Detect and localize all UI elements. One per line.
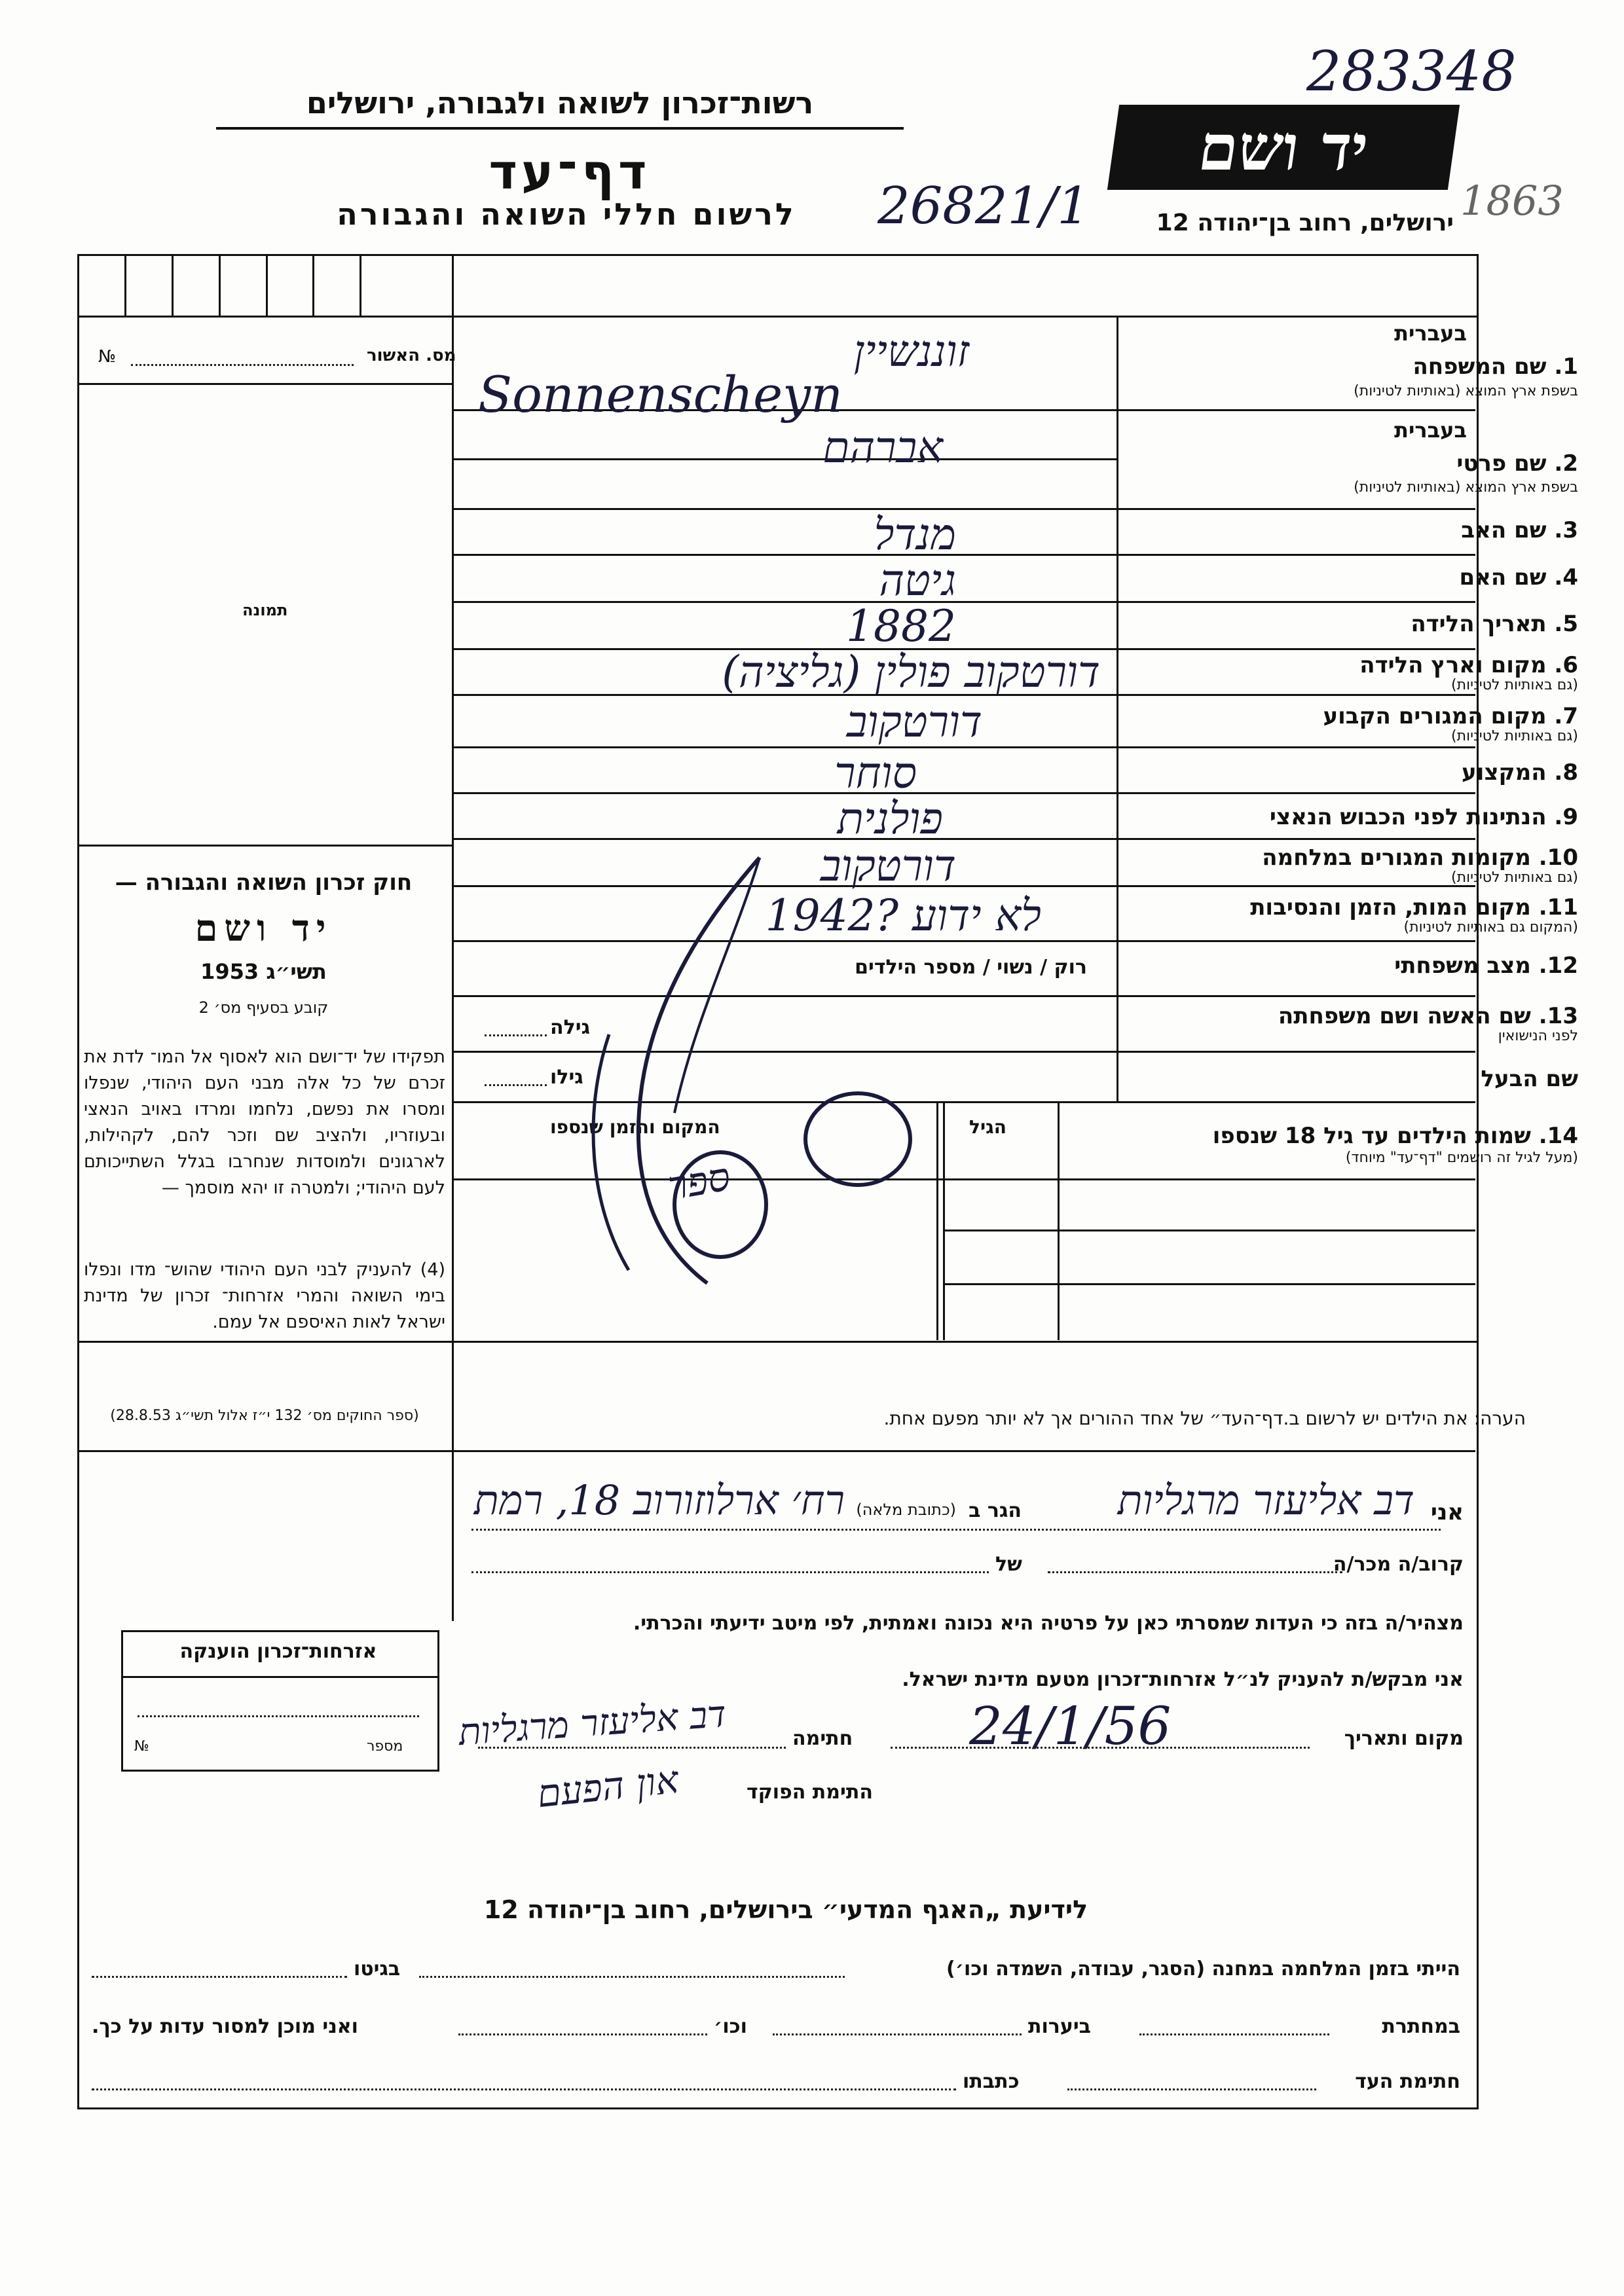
field9-value: פולנית [837,793,943,844]
resides-label: הגר ב [969,1499,1022,1522]
law-section: קובע בסעיף מס׳ 2 [198,998,329,1017]
field7-label: 7. מקום המגורים הקבוע [1323,703,1578,729]
field10-label: 10. מקומות המגורים במלחמה [1262,845,1578,871]
declarant-address: רח׳ ארלוזורוב 18, רמת [473,1476,845,1524]
citizenship-divider [121,1676,437,1678]
husband-label: שם הבעל [1481,1066,1578,1092]
approval-label: מס. האשור [367,346,456,365]
yad-vashem-logo: יד ושם [1107,105,1460,190]
i-label: אני [1430,1499,1464,1525]
citizenship-title: אזרחות־זכרון הוענקה [179,1640,377,1663]
field12-label: 12. מצב משפחתי [1394,953,1578,979]
approval-no: № [98,347,117,367]
place-date-label: מקום ותאריך [1344,1727,1464,1750]
remark-line-left [77,1450,452,1452]
signature-hw: דב אליעזר מרגליות [457,1692,728,1755]
field13-sub: לפני הנישואין [1498,1028,1578,1044]
field6-value: דורטקוב פולין (גליציה) [722,647,1100,697]
footer-ghetto: בגיטו [354,1958,401,1980]
field10-sub: (גם באותיות לטיניות) [1451,869,1578,886]
remark-line [452,1450,1475,1452]
label-column-divider [1116,316,1118,1101]
row-line [452,508,1475,510]
address: ירושלים, רחוב בן־יהודה 12 [1156,210,1454,236]
children-bottom-line [77,1341,1477,1343]
footer-address: כתבתו [963,2070,1020,2093]
footer-etc: וכו׳ [714,2015,747,2038]
children-sub: (מעל לגיל זה רושמים "דף־עד" מיוחד) [1345,1150,1578,1166]
header-number-top [1306,39,1517,103]
law-year: תשי״ג 1953 [200,959,327,984]
row-line [452,792,1475,794]
footer-underground: במחתרת [1382,2015,1460,2038]
relation-line [1048,1571,1342,1573]
field7-sub: (גם באותיות לטיניות) [1451,728,1578,744]
relation-label: קרוב/ה מכר/ה [1333,1553,1464,1576]
field1-value-latin: Sonnenscheyn [478,365,843,424]
address-note: (כתובת מלאה) [856,1501,956,1519]
law-title: חוק זכרון השואה והגבורה — [115,869,413,896]
law-source: (ספר החוקים מס׳ 132 י״ז אלול תשי״ג 28.8.53) [110,1408,419,1424]
field9-label: 9. הנתינות לפני הכבוש הנאצי [1269,804,1578,830]
footer-forests: ביערות [1028,2015,1091,2038]
row-line [452,601,1475,603]
footer-camp: הייתי בזמן המלחמה במחנה (הסגר, עבודה, השמדה וכו׳) [946,1958,1460,1980]
field1-note: בעברית [1394,321,1467,346]
signature-label: חתימה [792,1727,853,1750]
field2-note: בעברית [1394,418,1467,443]
approval-divider [77,383,452,385]
strike-annotation [458,838,1113,1336]
footer-testify: ואני מוכן למסור עדות על כך. [92,2015,358,2038]
law-name: יד ושם [194,907,333,950]
children-label: 14. שמות הילדים עד גיל 18 שנספו [1212,1123,1578,1149]
field8-label: 8. המקצוע [1462,759,1578,786]
of-label: של [995,1553,1022,1576]
law-clause-4: (4) להעניק לבני העם היהודי שהוש־ מדו ונפלו בימי השואה והמרי אזרחות־ זכרון של מדינת ישראל לאות האיספם אל עמם. [84,1260,445,1332]
wife-age-label: גילה [550,1016,590,1039]
field7-value: דורטקוב [846,697,982,747]
circle-mark [805,1093,910,1185]
field5-label: 5. תאריך הלידה [1411,611,1578,637]
photo-label: תמונה [242,601,288,619]
of-line [471,1571,989,1573]
field4-label: 4. שם האם [1459,564,1578,591]
field1-value-he: זוננשיין [853,326,969,376]
footer-ghetto-line [92,1976,347,1978]
declarant-name: דב אליעזר מרגליות [1117,1476,1414,1524]
footer-title: לידיעת „האגף המדעי״ בירושלים, רחוב בן־יהודה 12 [483,1895,1088,1924]
field8-value: סוחר [834,748,917,798]
field4-value: גיטה [879,555,956,606]
children-col-age: הגיל [969,1116,1006,1138]
top-row-line [77,316,1477,318]
office-boxes [77,254,452,316]
field2-sub: בשפת ארץ המוצא (באותיות לטיניות) [1354,479,1578,496]
request-text: אני מבקש/ת להעניק לנ״ל אזרחות־זכרון מטעם מדינת ישראל. [902,1668,1464,1691]
field5-value: 1882 [846,601,956,651]
citizenship-no: № [134,1738,149,1755]
footer-camp-line [419,1976,845,1978]
circle-annotation: ספר [664,1154,734,1210]
citizenship-number-label: מספר [367,1738,403,1755]
law-clause: תפקידו של יד־ושם הוא לאסוף אל המו־ לדת את זכרם של כל אלה מבני העם היהודי, שנפלו ומסרו את נפשם, נלחמו ומרדו באויב הנאצי ובעוזריו, ולהציב שם וזכר להם, לקהילות, לארגונים ולמוסדות שנחרבו בגלל השתייכותם לעם היהודי; ולמטרה זו יהא מוסמך — [84,1047,445,1198]
declare-text: מצהיר/ה בזה כי העדות שמסרתי כאן על פרטיה היא נכונה ואמתית, לפי מיטב ידיעתי והכרתי. [633,1612,1464,1635]
form-subtitle: לרשום חללי השואה והגבורה [337,196,796,232]
field2-value-he: אברהם [822,422,943,473]
footer-address-line [92,2088,956,2090]
officer-label: התימת הפוקד [747,1781,873,1804]
stamp-number: 1863 [1460,177,1564,225]
photo-divider [77,845,452,847]
field12-options: רוק / נשוי / מספר הילדים [855,956,1087,979]
field1-label: 1. שם המשפחה [1412,354,1578,380]
authority-title: רשות־זכרון לשואה ולגבורה, ירושלים [216,85,904,130]
handwritten-number: 283348 [1306,39,1517,103]
footer-witness-line [1067,2088,1316,2090]
field11-value: לא ידוע ?1942 [765,890,1041,941]
field6-label: 6. מקום וארץ הלידה [1359,652,1578,678]
field6-sub: (גם באותיות לטיניות) [1451,677,1578,693]
field1-sub: בשפת ארץ המוצא (באותיות לטיניות) [1354,383,1578,399]
field3-label: 3. שם האב [1461,517,1578,543]
approval-line [131,364,354,366]
children-col-place: המקום והזמן שנספו [550,1116,720,1138]
footer-underground-line [1139,2033,1329,2035]
row-line [452,458,1116,460]
date-hw: 24/1/56 [969,1696,1172,1757]
form-title: דף־עד [489,144,651,200]
handwritten-ref: 26821/1 [877,177,1090,236]
field11-label: 11. מקום המות, הזמן והנסיבות [1250,894,1578,920]
officer-signature: און הפעם [535,1757,681,1817]
declarant-line [471,1529,1441,1531]
remark: הערה: את הילדים יש לרשום ב.דף־העד״ של אחד ההורים אך לא יותר מפעם אחת. [883,1408,1526,1429]
field11-sub: (המקום גם באותיות לטיניות) [1403,919,1578,936]
field3-value: מנדל [874,509,956,560]
field2-label: 2. שם פרטי [1456,450,1578,477]
field10-value: דורטקוב [820,841,956,891]
footer-etc-line [458,2033,707,2035]
husband-age-label: גילו [550,1066,583,1089]
footer-forests-line [773,2033,1022,2035]
citizenship-line [138,1715,419,1717]
footer-witness-sig: חתימת העד [1355,2070,1460,2093]
row-line [452,554,1475,556]
field13-label: 13. שם האשה ושם משפחתה [1278,1003,1578,1029]
